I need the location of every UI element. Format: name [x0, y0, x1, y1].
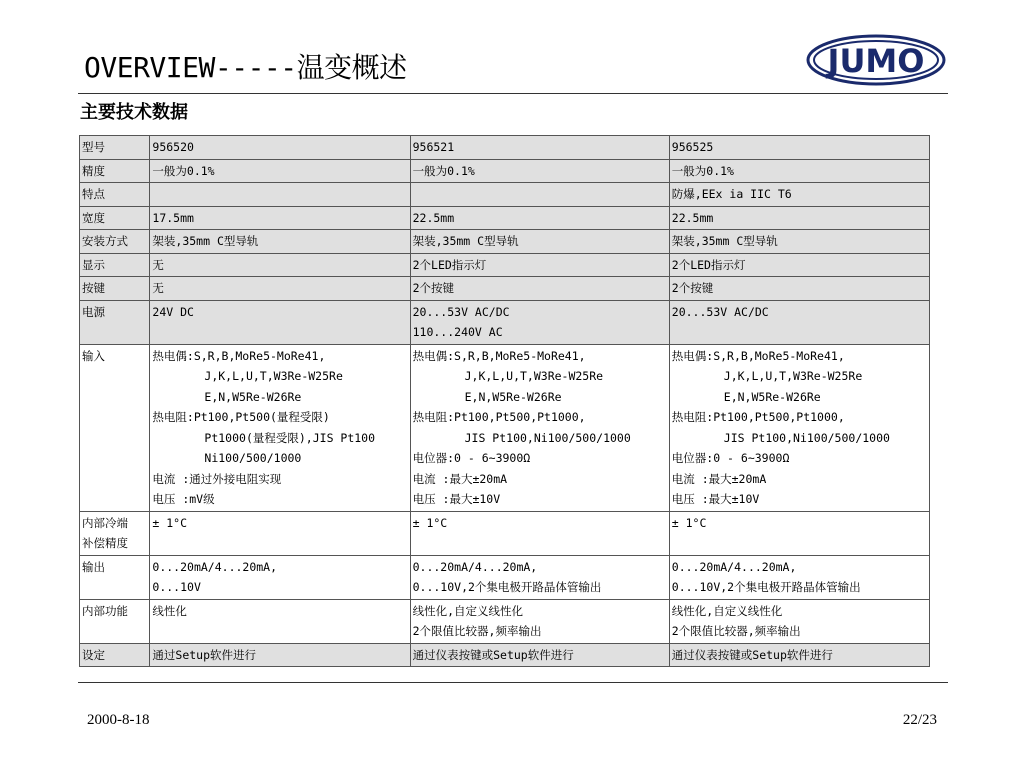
row-header-cell [80, 253, 150, 277]
table-cell [410, 344, 669, 511]
cell-line: 956525 [671, 140, 714, 154]
row-header-cell [80, 136, 150, 160]
cell-line: 20...53V AC/DC [671, 304, 769, 319]
table-row [80, 253, 930, 277]
cell-line: 电流 :最大±20mA [671, 471, 767, 486]
table-cell [410, 230, 669, 254]
cell-line: 电流 :通过外接电阻实现 [152, 471, 282, 486]
table-cell [410, 136, 669, 160]
cell-line: 补偿精度 [82, 536, 128, 550]
table-cell [669, 230, 929, 254]
table-cell [410, 183, 669, 207]
cell-line: 22.5mm [412, 210, 455, 225]
table-cell [410, 599, 669, 643]
cell-line: 2个按键 [412, 281, 455, 295]
footer-divider [78, 682, 948, 683]
cell-line: 架装,35mm C型导轨 [671, 234, 778, 248]
cell-line: 热电阻:Pt100,Pt500,Pt1000, [412, 410, 586, 424]
cell-line: 通过Setup软件进行 [152, 647, 257, 662]
table-cell [150, 555, 410, 599]
cell-line: 精度 [82, 163, 105, 178]
svg-text:JUMO: JUMO [827, 42, 925, 80]
cell-line: E,N,W5Re-W26Re [464, 389, 562, 404]
table-cell [150, 183, 410, 207]
row-header-cell [80, 277, 150, 301]
table-cell [669, 136, 929, 160]
table-cell [410, 300, 669, 344]
cell-line: 956521 [412, 140, 455, 154]
table-row [80, 344, 930, 511]
cell-line: 2个限值比较器,频率输出 [412, 624, 542, 638]
cell-line: 电压 :最大±10V [671, 492, 760, 506]
table-cell [410, 253, 669, 277]
table-cell [150, 511, 410, 555]
cell-line: 22.5mm [671, 210, 714, 225]
cell-line: 通过仪表按键或Setup软件进行 [412, 647, 574, 662]
row-header-cell [80, 643, 150, 667]
table-cell [669, 599, 929, 643]
row-header-cell [80, 159, 150, 183]
table-row [80, 159, 930, 183]
cell-line: 热电偶:S,R,B,MoRe5-MoRe41, [152, 348, 326, 363]
cell-line: 热电阻:Pt100,Pt500(量程受限) [152, 410, 330, 424]
cell-line: 20...53V AC/DC [412, 304, 510, 319]
cell-line: 一般为0.1% [152, 163, 215, 178]
cell-line: 17.5mm [152, 210, 194, 225]
cell-line: 0...10V,2个集电极开路晶体管输出 [671, 580, 861, 594]
cell-line: 110...240V AC [412, 325, 503, 339]
cell-line: JIS Pt100,Ni100/500/1000 [723, 430, 890, 445]
table-row [80, 206, 930, 230]
cell-line: E,N,W5Re-W26Re [723, 389, 821, 404]
jumo-logo [806, 34, 946, 86]
cell-line: 通过仪表按键或Setup软件进行 [671, 647, 833, 662]
table-cell [669, 159, 929, 183]
cell-line: 设定 [82, 647, 105, 662]
cell-line: 0...10V,2个集电极开路晶体管输出 [412, 580, 602, 594]
table-cell [669, 643, 929, 667]
cell-line: 电位器:0 - 6~3900Ω [412, 451, 531, 465]
cell-line: 0...10V [152, 580, 201, 594]
cell-line: 0...20mA/4...20mA, [412, 559, 538, 574]
cell-line [152, 184, 407, 205]
table-cell [150, 206, 410, 230]
cell-line: 无 [152, 257, 164, 272]
cell-line: 防爆,EEx ia IIC T6 [671, 187, 792, 201]
table-cell [669, 277, 929, 301]
table-cell [669, 555, 929, 599]
table-cell [150, 344, 410, 511]
row-header-cell [80, 555, 150, 599]
cell-line: 一般为0.1% [412, 163, 475, 178]
cell-line: 内部冷端 [82, 515, 128, 530]
cell-line: 电流 :最大±20mA [412, 471, 508, 486]
table-row [80, 643, 930, 667]
cell-line: Pt1000(量程受限),JIS Pt100 [204, 430, 376, 445]
cell-line: 架装,35mm C型导轨 [152, 234, 259, 248]
cell-line: 24V DC [152, 304, 194, 319]
row-header-cell [80, 206, 150, 230]
cell-line: 电压 :mV级 [152, 492, 215, 506]
cell-line: 线性化 [152, 603, 187, 618]
cell-line: JIS Pt100,Ni100/500/1000 [464, 430, 631, 445]
table-cell [410, 643, 669, 667]
cell-line: ± 1°C [671, 515, 707, 530]
row-header-cell [80, 300, 150, 344]
table-row [80, 136, 930, 160]
table-cell [669, 183, 929, 207]
cell-line: 线性化,自定义线性化 [412, 603, 524, 618]
cell-line: 输出 [82, 559, 105, 574]
cell-line: 内部功能 [82, 603, 128, 618]
header-divider [78, 93, 948, 94]
cell-line: 特点 [82, 187, 105, 201]
cell-line: 按键 [82, 281, 105, 295]
table-cell [150, 599, 410, 643]
table-row [80, 230, 930, 254]
cell-line: 型号 [82, 140, 105, 154]
cell-line: 2个按键 [671, 281, 714, 295]
table-cell [410, 277, 669, 301]
row-header-cell [80, 344, 150, 511]
cell-line: Ni100/500/1000 [204, 451, 302, 465]
table-row [80, 599, 930, 643]
table-cell [150, 230, 410, 254]
table-cell [150, 643, 410, 667]
cell-line: 宽度 [82, 210, 105, 225]
cell-line: 显示 [82, 257, 105, 272]
row-header-cell [80, 230, 150, 254]
table-cell [669, 511, 929, 555]
footer-date: 2000-8-18 [87, 712, 150, 728]
table-cell [150, 136, 410, 160]
cell-line: 956520 [152, 140, 194, 154]
cell-line: J,K,L,U,T,W3Re-W25Re [464, 369, 604, 383]
cell-line: ± 1°C [152, 515, 188, 530]
cell-line: 热电偶:S,R,B,MoRe5-MoRe41, [671, 348, 845, 363]
cell-line: J,K,L,U,T,W3Re-W25Re [204, 369, 343, 383]
table-row [80, 183, 930, 207]
cell-line: ± 1°C [412, 515, 448, 530]
table-cell [669, 253, 929, 277]
spec-table-body [80, 136, 930, 667]
table-cell [150, 159, 410, 183]
cell-line [152, 322, 407, 343]
table-cell [410, 159, 669, 183]
section-heading: 主要技术数据 [80, 102, 188, 123]
cell-line: 0...20mA/4...20mA, [152, 559, 278, 574]
row-header-cell [80, 511, 150, 555]
page-title: OVERVIEW-----温变概述 [84, 51, 407, 84]
cell-line: 电位器:0 - 6~3900Ω [671, 451, 790, 465]
cell-line: 电源 [82, 304, 105, 319]
footer-page-number: 22/23 [902, 712, 937, 728]
table-cell [410, 511, 669, 555]
cell-line: 2个LED指示灯 [412, 257, 487, 272]
cell-line: 2个LED指示灯 [671, 257, 746, 272]
cell-line: 无 [152, 281, 164, 295]
table-row [80, 300, 930, 344]
cell-line: E,N,W5Re-W26Re [204, 389, 302, 404]
table-cell [410, 555, 669, 599]
cell-line: 安装方式 [82, 234, 128, 248]
table-cell [669, 300, 929, 344]
cell-line: J,K,L,U,T,W3Re-W25Re [723, 369, 863, 383]
cell-line: 0...20mA/4...20mA, [671, 559, 797, 574]
cell-line [413, 184, 667, 205]
spec-table [79, 135, 930, 667]
table-row [80, 277, 930, 301]
table-cell [150, 253, 410, 277]
cell-line: 一般为0.1% [671, 163, 734, 178]
cell-line: 热电阻:Pt100,Pt500,Pt1000, [671, 410, 845, 424]
cell-line: 架装,35mm C型导轨 [412, 234, 519, 248]
table-cell [410, 206, 669, 230]
row-header-cell [80, 183, 150, 207]
cell-line [672, 322, 927, 343]
table-row [80, 511, 930, 555]
table-cell [669, 344, 929, 511]
cell-line: 2个限值比较器,频率输出 [671, 624, 801, 638]
cell-line: 热电偶:S,R,B,MoRe5-MoRe41, [412, 348, 586, 363]
row-header-cell [80, 599, 150, 643]
cell-line: 线性化,自定义线性化 [671, 603, 783, 618]
table-cell [669, 206, 929, 230]
table-cell [150, 277, 410, 301]
cell-line: 输入 [82, 348, 105, 363]
table-row [80, 555, 930, 599]
cell-line: 电压 :最大±10V [412, 492, 501, 506]
table-cell [150, 300, 410, 344]
